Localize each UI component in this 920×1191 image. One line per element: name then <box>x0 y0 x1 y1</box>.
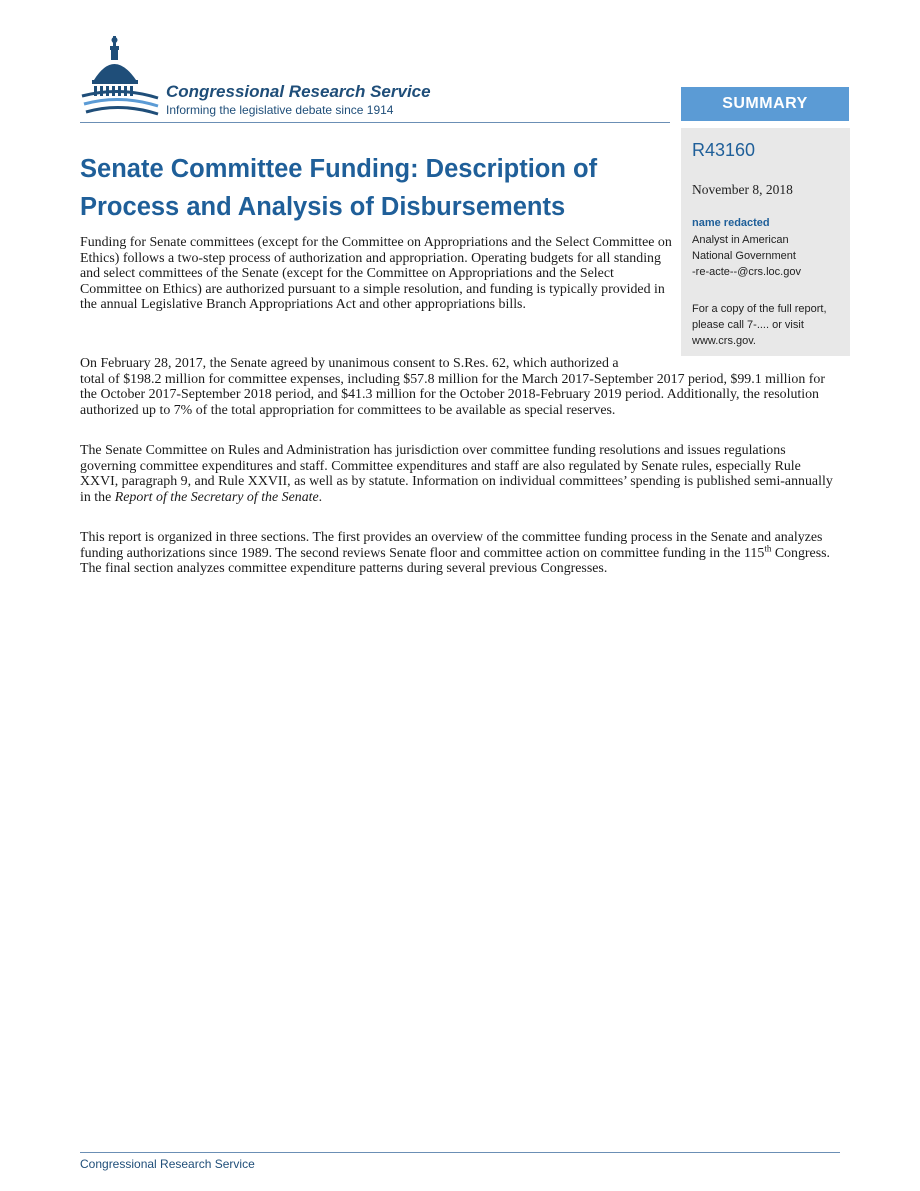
report-title: Senate Committee Funding: Description of Process and Analysis of Disbursements <box>80 155 598 221</box>
report-number: R43160 <box>692 140 756 160</box>
footer-divider <box>80 1152 840 1153</box>
author-title-line-2: National Government <box>692 250 796 262</box>
paragraph-4-part-a: This report is organized in three sections. The first provides an overview of the committee funding process in the Senate and analyzes funding authorizations since 1989. The second reviews Senate floor and committee action on committee funding in the 115 <box>80 530 823 561</box>
author-title-line-1: Analyst in American <box>692 234 789 246</box>
author-email[interactable]: -re-acte--@crs.loc.gov <box>692 266 801 278</box>
author-name: name redacted <box>692 217 770 229</box>
summary-paragraph-1: Funding for Senate committees (except for the Committee on Appropriations and the Select Committee on Ethics) follows a two-step process of authorization and appropriation. Operating budgets for all standing and select committees of the Senate (except for the Committee on Appropriations and the Select Committee on Ethics) are authorized pursuant to a simple resolution, and funding is typically provided in the annual Legislative Branch Appropriations Act and other appropriations bills. <box>80 235 672 312</box>
footer-org-name: Congressional Research Service <box>80 1157 255 1171</box>
summary-tab: SUMMARY <box>681 87 849 121</box>
paragraph-2-rest: total of $198.2 million for committee expenses, including $57.8 million for the March 2017-September 2017 period, $99.1 million for the October 2017-September 2018 period, and $41.3 million for the October 2018-February 2019 period. Additionally, the resolution authorized up to 7% of the total appropriation for committees to be available as special reserves. <box>80 371 825 418</box>
paragraph-2-lead: On February 28, 2017, the Senate agreed by unanimous consent to S.Res. 62, which authorized a <box>80 356 619 371</box>
summary-paragraph-3 <box>80 443 840 505</box>
ordinal-suffix: th <box>764 542 772 553</box>
org-tagline: Informing the legislative debate since 1914 <box>166 103 394 117</box>
header-divider <box>80 122 670 123</box>
summary-paragraph-4 <box>80 530 840 577</box>
paragraph-4-part-b: Congress. The final section analyzes committee expenditure patterns during several previous Congresses. <box>80 545 830 576</box>
paragraph-3-main: The Senate Committee on Rules and Administration has jurisdiction over committee funding resolutions and issues regulations governing committee expenditures and staff. Committee expenditures and staff are also regulated by Senate rules, especially Rule XXVI, paragraph 9, and Rule XXVII, as well as by statute. Information on individual committees’ spending is published semi-annually in the <box>80 443 833 505</box>
report-date: November 8, 2018 <box>692 182 793 197</box>
copy-request-note: For a copy of the full report, please call 7-.... or visit www.crs.gov. <box>692 303 827 347</box>
summary-paragraph-2 <box>80 356 840 418</box>
paragraph-3-publication-title: Report of the Secretary of the Senate <box>114 489 319 505</box>
org-name: Congressional Research Service <box>166 82 431 101</box>
paragraph-3-end: . <box>318 489 323 505</box>
